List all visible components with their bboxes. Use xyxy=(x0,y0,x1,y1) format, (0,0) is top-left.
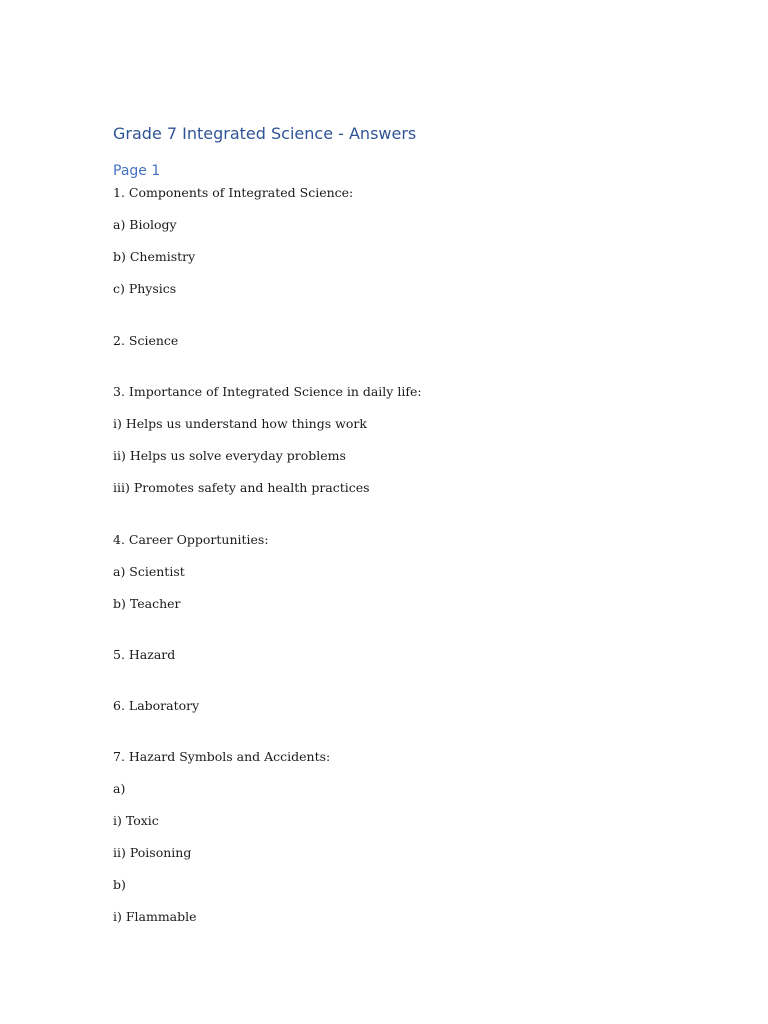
answer-4-item-a: a) Scientist xyxy=(113,564,185,579)
section-heading-page-1: Page 1 xyxy=(113,163,161,179)
answer-3-item-ii: ii) Helps us solve everyday problems xyxy=(113,448,346,463)
answer-7-a-item-ii: ii) Poisoning xyxy=(113,845,192,860)
answer-7-a-item-i: i) Toxic xyxy=(113,813,159,828)
answer-5: 5. Hazard xyxy=(113,647,176,662)
answer-1-item-b: b) Chemistry xyxy=(113,249,196,264)
answer-3-item-iii: iii) Promotes safety and health practices xyxy=(113,480,370,495)
answer-7-part-b: b) xyxy=(113,877,126,892)
answer-6: 6. Laboratory xyxy=(113,698,200,713)
answer-1-item-a: a) Biology xyxy=(113,217,177,232)
answer-1-item-c: c) Physics xyxy=(113,281,177,296)
answer-7-heading: 7. Hazard Symbols and Accidents: xyxy=(113,749,331,764)
answer-3-heading: 3. Importance of Integrated Science in daily life: xyxy=(113,384,422,399)
answer-7-b-item-i: i) Flammable xyxy=(113,909,197,924)
answer-1-heading: 1. Components of Integrated Science: xyxy=(113,185,354,200)
answer-4-heading: 4. Career Opportunities: xyxy=(113,532,269,547)
answer-3-item-i: i) Helps us understand how things work xyxy=(113,416,367,431)
document-title: Grade 7 Integrated Science - Answers xyxy=(113,124,417,143)
answer-4-item-b: b) Teacher xyxy=(113,596,181,611)
answer-2: 2. Science xyxy=(113,333,179,348)
answer-7-part-a: a) xyxy=(113,781,126,796)
